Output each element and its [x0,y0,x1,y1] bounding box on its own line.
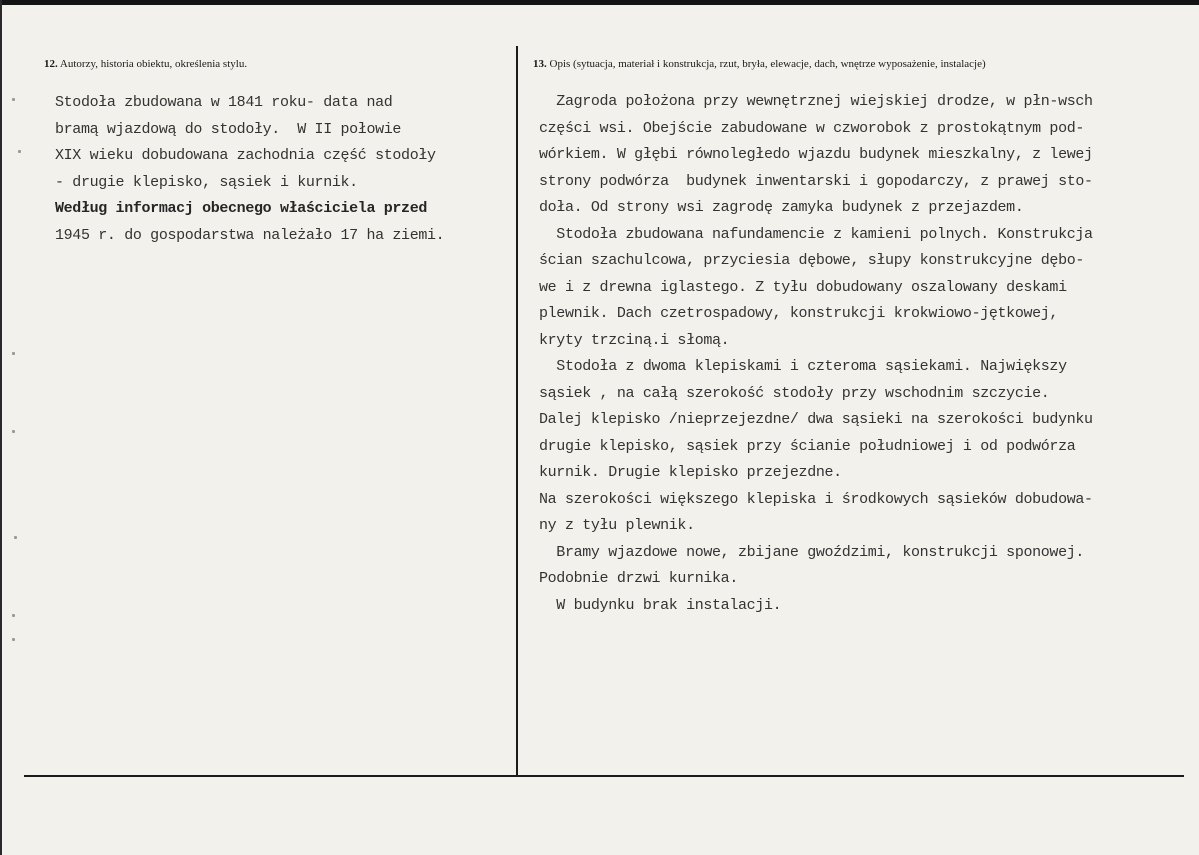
section-12-title: Autorzy, historia obiektu, określenia stylu. [59,58,248,70]
section-13-line: Podobnie drzwi kurnika. [539,570,738,587]
section-13-line: plewnik. Dach czetrospadowy, konstrukcji krokwiowo-jętkowej, [539,305,1059,322]
section-13-body [539,89,1189,619]
section-13-line: doła. Od strony wsi zagrodę zamyka budynek z przejazdem. [539,199,1024,216]
section-12-line: 1945 r. do gospodarstwa należało 17 ha ziemi. [55,226,445,244]
section-12-line: Stodoła zbudowana w 1841 roku- data nad [55,94,393,111]
section-13-line: Stodoła zbudowana nafundamencie z kamieni polnych. Konstrukcja [539,225,1093,243]
section-13-line: Dalej klepisko /nieprzejezdne/ dwa sąsieki na szerokości budynku [539,411,1093,428]
scan-speck [12,430,15,433]
section-12-line: - drugie klepisko, sąsiek i kurnik. [55,173,358,191]
section-13-line: wórkiem. W głębi równoległedo wjazdu budynek mieszkalny, z lewej [539,146,1093,163]
section-13-heading [533,58,986,70]
column-divider [516,46,518,776]
section-12-line: Według informacj obecnego właściciela przed [55,200,428,217]
section-13-line: części wsi. Obejście zabudowane w czworobok z prostokątnym pod- [539,119,1085,137]
scan-speck [18,150,21,153]
section-12-number: 12. [44,58,58,70]
scan-speck [12,614,15,617]
scan-speck [14,536,17,539]
section-13-line: we i z drewna iglastego. Z tyłu dobudowany oszalowany deskami [539,278,1067,296]
section-13-title: Opis (sytuacja, materiał i konstrukcja, rzut, bryła, elewacje, dach, wnętrze wyposażenie, instalacje) [549,58,986,70]
section-13-line: ścian szachulcowa, przyciesia dębowe, słupy konstrukcyjne dębo- [539,252,1085,269]
section-12-line: XIX wieku dobudowana zachodnia część stodoły [55,147,436,164]
section-13-line: Bramy wjazdowe nowe, zbijane gwoździmi, konstrukcji sponowej. [539,543,1085,561]
section-13-line: Stodoła z dwoma klepiskami i czteroma sąsiekami. Największy [539,358,1067,375]
scan-speck [12,638,15,641]
section-13-line: strony podwórza budynek inwentarski i gopodarczy, z prawej sto- [539,172,1093,190]
page-top-edge [0,0,1199,5]
section-13-line: W budynku brak instalacji. [539,596,782,614]
section-13-number: 13. [533,58,547,70]
page-left-edge [0,0,2,855]
scan-speck [12,98,15,101]
section-13-line: kryty trzciną.i słomą. [539,331,730,349]
scan-speck [12,352,15,355]
section-13-line: Na szerokości większego klepiska i środkowych sąsieków dobudowa- [539,490,1093,508]
section-13-line: Zagroda położona przy wewnętrznej wiejskiej drodze, w płn-wsch [539,93,1093,110]
section-13-line: ny z tyłu plewnik. [539,517,695,534]
section-12-line: bramą wjazdową do stodoły. W II połowie [55,120,402,138]
section-13-line: sąsiek , na całą szerokość stodoły przy wschodnim szczycie. [539,384,1050,402]
section-12-body [55,90,510,249]
section-13-line: drugie klepisko, sąsiek przy ścianie południowej i od podwórza [539,437,1076,455]
bottom-rule [24,775,1184,777]
section-13-line: kurnik. Drugie klepisko przejezdne. [539,464,842,481]
section-12-heading [44,58,247,70]
